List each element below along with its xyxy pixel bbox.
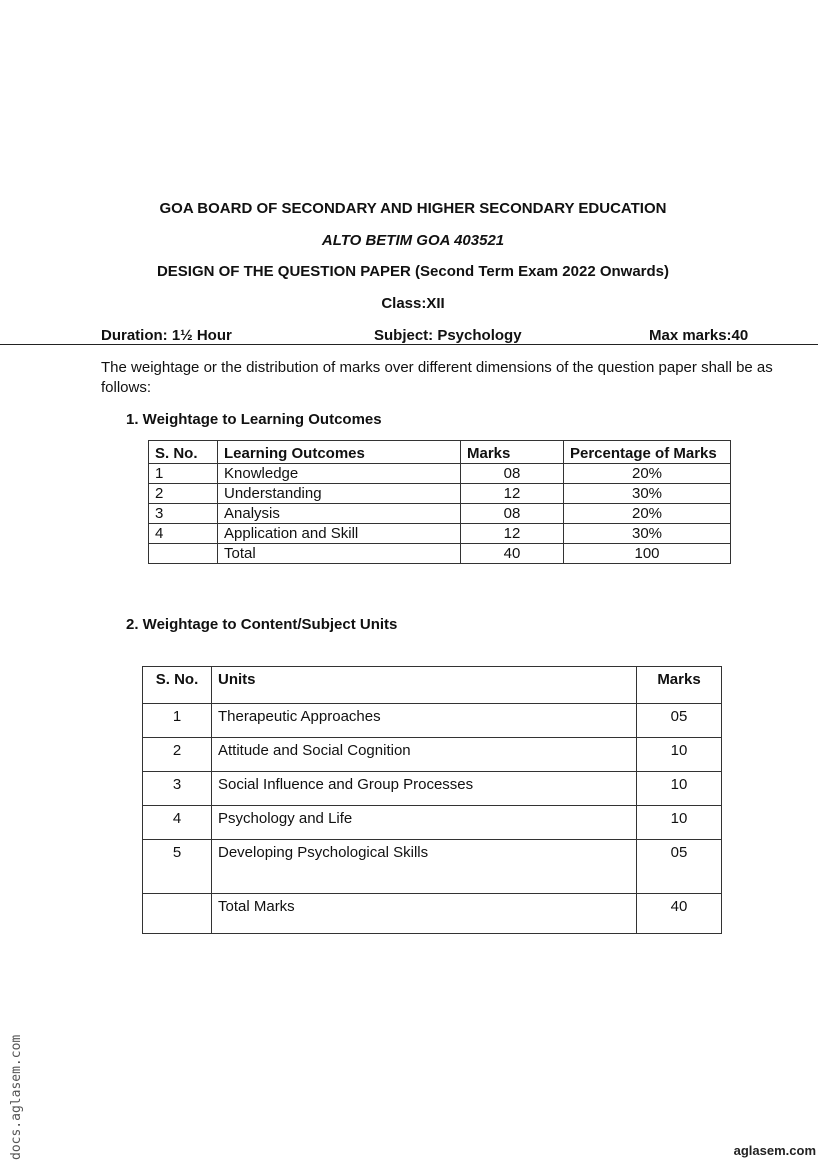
cell-marks: 08 <box>461 464 564 484</box>
cell-sno-empty <box>143 894 212 934</box>
col-header-units: Units <box>212 667 637 704</box>
footer-watermark: aglasem.com <box>733 1143 816 1158</box>
cell-sno: 3 <box>149 504 218 524</box>
table-row <box>143 738 722 772</box>
cell-total-label: Total <box>218 544 461 564</box>
intro-paragraph: The weightage or the distribution of marks over different dimensions of the question paper shall be as follows: <box>101 359 773 396</box>
cell-marks: 12 <box>461 524 564 544</box>
table-row <box>143 704 722 738</box>
cell-unit: Therapeutic Approaches <box>212 704 637 738</box>
header-divider <box>0 344 818 345</box>
side-watermark: docs.aglasem.com <box>9 1034 24 1160</box>
cell-percentage: 20% <box>564 464 731 484</box>
cell-marks: 12 <box>461 484 564 504</box>
cell-total-marks: 40 <box>637 894 722 934</box>
class-label: Class:XII <box>381 295 445 312</box>
col-header-sno: S. No. <box>149 441 218 464</box>
cell-unit: Attitude and Social Cognition <box>212 738 637 772</box>
cell-unit: Psychology and Life <box>212 806 637 840</box>
table-row <box>143 840 722 894</box>
table-total-row <box>143 894 722 934</box>
cell-sno: 4 <box>149 524 218 544</box>
cell-total-label: Total Marks <box>212 894 637 934</box>
cell-sno: 5 <box>143 840 212 894</box>
col-header-percentage: Percentage of Marks <box>564 441 731 464</box>
cell-marks: 05 <box>637 840 722 894</box>
cell-total-marks: 40 <box>461 544 564 564</box>
table-row <box>149 484 731 504</box>
col-header-sno: S. No. <box>143 667 212 704</box>
cell-outcome: Understanding <box>218 484 461 504</box>
cell-marks: 10 <box>637 806 722 840</box>
cell-marks: 10 <box>637 738 722 772</box>
col-header-marks: Marks <box>637 667 722 704</box>
max-marks-label: Max marks:40 <box>649 327 749 344</box>
cell-sno: 2 <box>143 738 212 772</box>
table-row <box>143 806 722 840</box>
cell-sno: 4 <box>143 806 212 840</box>
cell-unit: Social Influence and Group Processes <box>212 772 637 806</box>
board-address: ALTO BETIM GOA 403521 <box>321 232 505 249</box>
table-total-row <box>149 544 731 564</box>
subject-label: Subject: Psychology <box>374 327 522 344</box>
cell-marks: 10 <box>637 772 722 806</box>
paper-design-title: DESIGN OF THE QUESTION PAPER (Second Term Exam 2022 Onwards) <box>156 263 670 280</box>
cell-sno: 3 <box>143 772 212 806</box>
section2-heading: 2. Weightage to Content/Subject Units <box>126 616 398 633</box>
section1-heading: 1. Weightage to Learning Outcomes <box>126 411 382 428</box>
cell-percentage: 20% <box>564 504 731 524</box>
cell-percentage: 30% <box>564 484 731 504</box>
cell-total-percentage: 100 <box>564 544 731 564</box>
table-header-row <box>143 667 722 704</box>
cell-sno: 2 <box>149 484 218 504</box>
board-title: GOA BOARD OF SECONDARY AND HIGHER SECONDARY EDUCATION <box>159 200 667 217</box>
table-row <box>149 504 731 524</box>
cell-outcome: Analysis <box>218 504 461 524</box>
cell-marks: 05 <box>637 704 722 738</box>
col-header-marks: Marks <box>461 441 564 464</box>
cell-outcome: Knowledge <box>218 464 461 484</box>
cell-unit: Developing Psychological Skills <box>212 840 637 894</box>
table-row <box>149 524 731 544</box>
cell-percentage: 30% <box>564 524 731 544</box>
cell-sno-empty <box>149 544 218 564</box>
col-header-outcomes: Learning Outcomes <box>218 441 461 464</box>
cell-sno: 1 <box>149 464 218 484</box>
learning-outcomes-table <box>148 440 731 564</box>
duration-label: Duration: 1½ Hour <box>101 327 232 344</box>
table-row <box>143 772 722 806</box>
content-units-table <box>142 666 722 934</box>
cell-sno: 1 <box>143 704 212 738</box>
table-header-row <box>149 441 731 464</box>
cell-marks: 08 <box>461 504 564 524</box>
table-row <box>149 464 731 484</box>
cell-outcome: Application and Skill <box>218 524 461 544</box>
